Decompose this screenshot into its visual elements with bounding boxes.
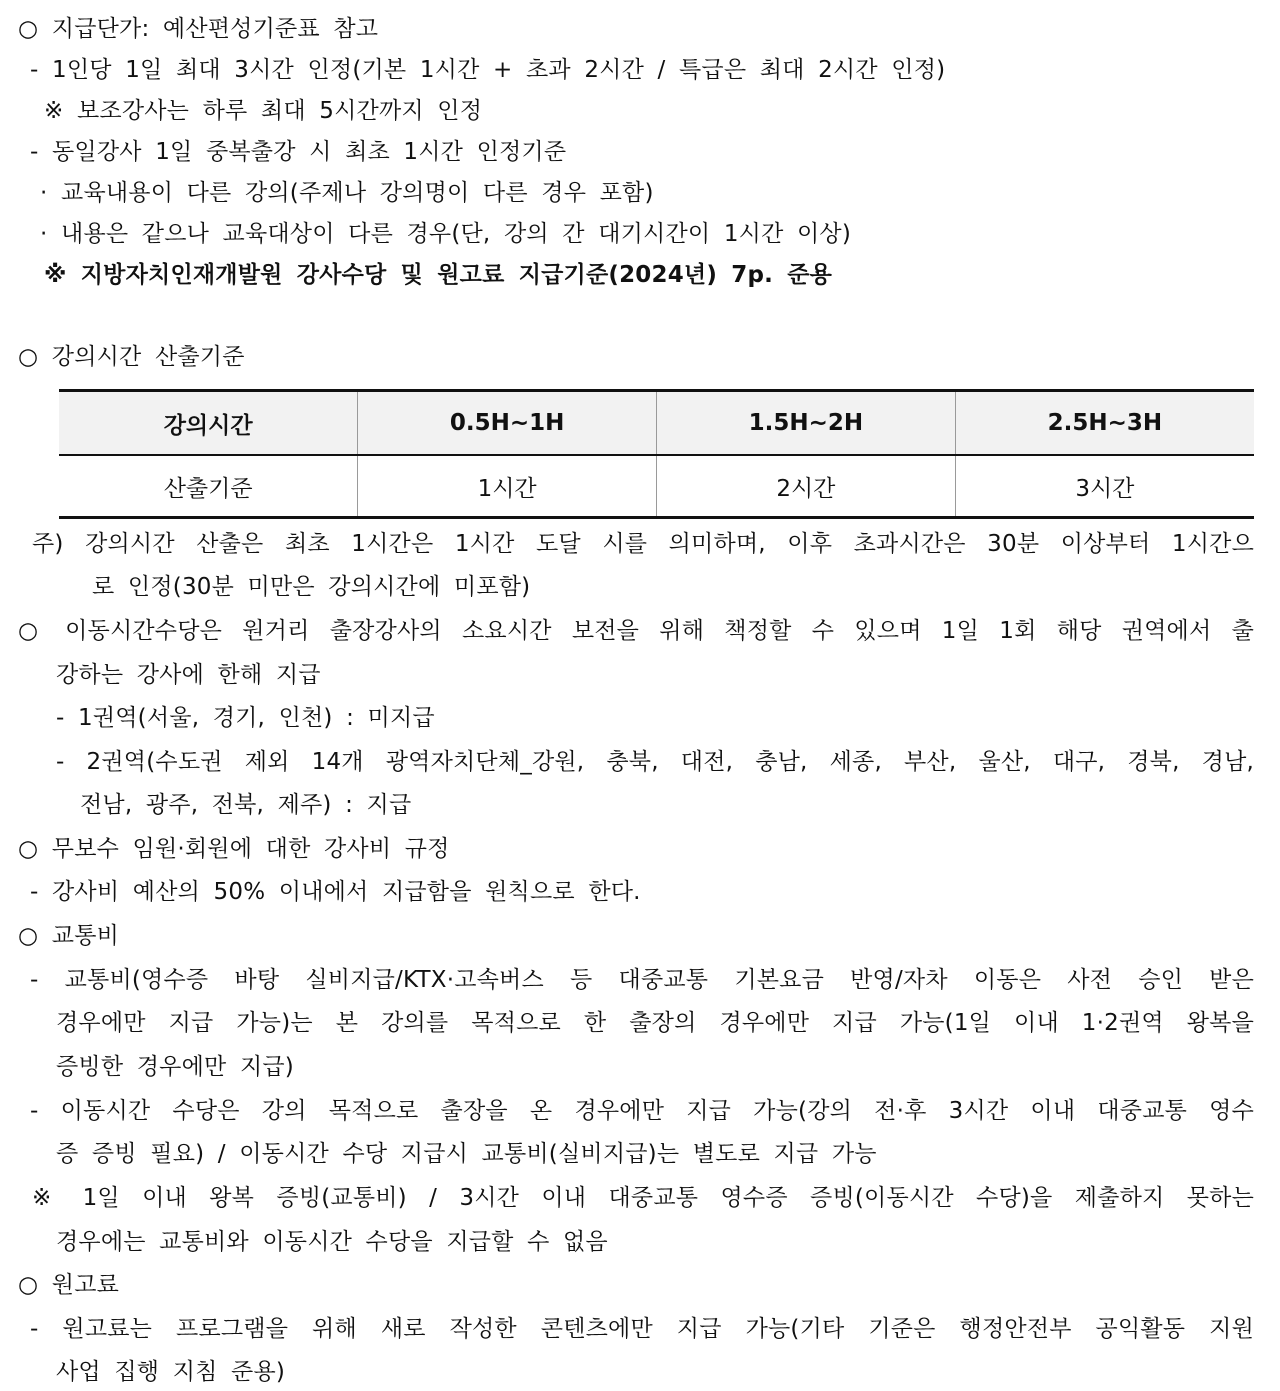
section-heading-pay-rate: ○ 지급단가: 예산편성기준표 참고 (18, 16, 379, 42)
list-item-zone2: - 2권역(수도권 제외 14개 광역자치단체_강원, 충북, 대전, 충남, 세종, 부산, 울산, 대구, 경북, 경남, (56, 749, 1254, 775)
note-item-continued: 경우에는 교통비와 이동시간 수당을 지급할 수 없음 (56, 1229, 608, 1255)
section-heading-transport: ○ 교통비 (18, 923, 120, 949)
table-cell: 1시간 (358, 455, 657, 518)
list-item-continued: 증 증빙 필요) / 이동시간 수당 지급시 교통비(실비지급)는 별도로 지급 가능 (56, 1141, 877, 1167)
table-footnote: 주) 강의시간 산출은 최초 1시간은 1시간 도달 시를 의미하며, 이후 초과시간은 30분 이상부터 1시간으 (32, 531, 1254, 557)
table-header-cell: 2.5H~3H (955, 391, 1254, 456)
list-item: - 교통비(영수증 바탕 실비지급/KTX·고속버스 등 대중교통 기본요금 반영/자차 이동은 사전 승인 받은 (30, 967, 1254, 993)
section-heading-manuscript: ○ 원고료 (18, 1272, 120, 1298)
list-item-zone1: - 1권역(서울, 경기, 인천) : 미지급 (56, 705, 435, 731)
list-item: - 강사비 예산의 50% 이내에서 지급함을 원칙으로 한다. (30, 879, 641, 905)
list-item-continued: 증빙한 경우에만 지급) (56, 1054, 294, 1080)
list-item: - 1인당 1일 최대 3시간 인정(기본 1시간 + 초과 2시간 / 특급은 최대 2시간 인정) (30, 57, 946, 83)
table-header-row (59, 391, 1254, 456)
section-heading-lecture-time: ○ 강의시간 산출기준 (18, 344, 245, 370)
list-item: - 이동시간 수당은 강의 목적으로 출장을 온 경우에만 지급 가능(강의 전·후 3시간 이내 대중교통 영수 (30, 1098, 1254, 1124)
section-heading-continued: 강하는 강사에 한해 지급 (56, 662, 321, 688)
list-item: - 동일강사 1일 중복출강 시 최초 1시간 인정기준 (30, 139, 567, 165)
list-item-continued: 사업 집행 지침 준용) (56, 1359, 286, 1385)
note-item-reference: ※ 지방자치인재개발원 강사수당 및 원고료 지급기준(2024년) 7p. 준용 (44, 262, 833, 288)
list-item-zone2-continued: 전남, 광주, 전북, 제주) : 지급 (80, 792, 412, 818)
table-header-cell: 강의시간 (59, 391, 358, 456)
table-cell: 산출기준 (163, 475, 253, 502)
table-header-cell: 0.5H~1H (358, 391, 657, 456)
list-item: - 원고료는 프로그램을 위해 새로 작성한 콘텐츠에만 지급 가능(기타 기준은 행정안전부 공익활동 지원 (30, 1316, 1254, 1342)
section-heading-travel-allowance: ○ 이동시간수당은 원거리 출장강사의 소요시간 보전을 위해 책정할 수 있으며 1일 1회 해당 권역에서 출 (18, 618, 1254, 644)
note-item: ※ 1일 이내 왕복 증빙(교통비) / 3시간 이내 대중교통 영수증 증빙(이동시간 수당)을 제출하지 못하는 (32, 1185, 1254, 1211)
list-item-continued: 경우에만 지급 가능)는 본 강의를 목적으로 한 출장의 경우에만 지급 가능(1일 이내 1·2권역 왕복을 (56, 1010, 1254, 1036)
section-heading-unpaid-members: ○ 무보수 임원·회원에 대한 강사비 규정 (18, 836, 450, 862)
sub-list-item: · 교육내용이 다른 강의(주제나 강의명이 다른 경우 포함) (40, 180, 654, 206)
table-footnote-continued: 로 인정(30분 미만은 강의시간에 미포함) (92, 574, 531, 600)
table-cell: 2시간 (657, 455, 956, 518)
sub-list-item: · 내용은 같으나 교육대상이 다른 경우(단, 강의 간 대기시간이 1시간 이상) (40, 221, 852, 247)
table-cell: 3시간 (955, 455, 1254, 518)
table-row (59, 455, 1254, 518)
table-header-cell: 1.5H~2H (657, 391, 956, 456)
note-item: ※ 보조강사는 하루 최대 5시간까지 인정 (44, 98, 483, 124)
lecture-time-table (59, 389, 1254, 519)
